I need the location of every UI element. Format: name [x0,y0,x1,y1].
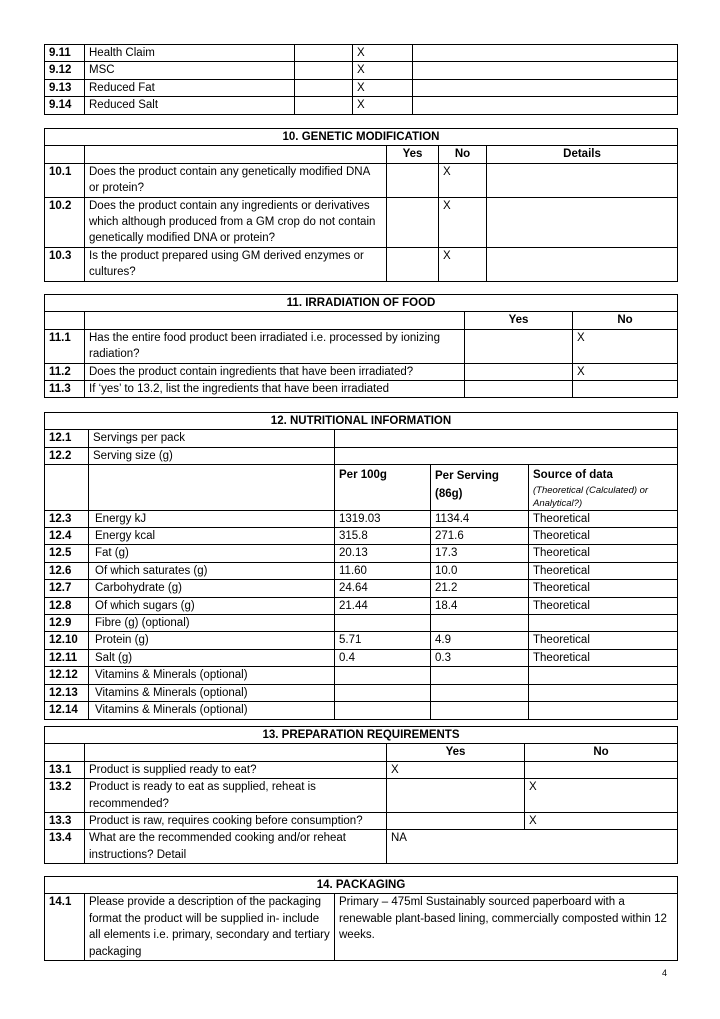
question-text: If ‘yes’ to 13.2, list the ingredients that have been irradiated [85,381,465,398]
empty-cell [413,45,678,62]
mark-cell: X [353,97,413,114]
col-per-serving: Per Serving (86g) [431,465,529,510]
page-number: 4 [662,968,668,978]
yes-cell [387,779,525,813]
row-number: 12.7 [45,580,89,597]
table-row [45,528,678,545]
row-number: 13.2 [45,779,85,813]
nutrient-label: Vitamins & Minerals (optional) [89,667,335,684]
per-serving-value: 0.3 [431,649,529,666]
question-text: Is the product prepared using GM derived enzymes or cultures? [85,247,387,281]
empty-cell [295,62,353,79]
col-per-100g: Per 100g [335,465,431,510]
per-serving-value: 21.2 [431,580,529,597]
section-11-title: 11. IRRADIATION OF FOOD [45,295,678,312]
table-row [45,545,678,562]
source-value [529,667,678,684]
nutrient-label: Energy kcal [89,528,335,545]
table-row [45,562,678,579]
nutrient-label: Protein (g) [89,632,335,649]
row-number: 10.3 [45,247,85,281]
per-serving-value: 4.9 [431,632,529,649]
table-row [45,667,678,684]
table-row [45,761,678,778]
table-row [45,62,678,79]
no-cell: X [439,197,487,247]
question-text: Does the product contain any genetically modified DNA or protein? [85,163,387,197]
row-number: 14.1 [45,894,85,961]
per-100g-value [335,702,431,719]
table-row [45,510,678,527]
table-row [45,702,678,719]
per-serving-value [431,702,529,719]
source-value: Theoretical [529,510,678,527]
empty-cell [413,97,678,114]
per-serving-value [431,684,529,701]
row-number: 12.6 [45,562,89,579]
question-text: Does the product contain ingredients that have been irradiated? [85,363,465,380]
table-row [45,813,678,830]
source-value: Theoretical [529,562,678,579]
row-label: Serving size (g) [89,447,335,464]
row-label: MSC [85,62,295,79]
row-label: Servings per pack [89,430,335,447]
per-serving-value: 10.0 [431,562,529,579]
source-heading: Source of data [533,469,613,482]
empty-cell [413,79,678,96]
table-row [45,329,678,363]
table-row [45,684,678,701]
table-row [45,447,678,464]
table-row [45,597,678,614]
nutrient-label: Of which sugars (g) [89,597,335,614]
table-row [45,830,678,864]
row-number: 12.8 [45,597,89,614]
source-value [529,702,678,719]
yes-cell: X [387,761,525,778]
nutrient-label: Of which saturates (g) [89,562,335,579]
yes-cell [387,163,439,197]
per-100g-value [335,615,431,632]
no-cell: X [525,779,678,813]
yes-cell [465,363,573,380]
nutrient-label: Energy kJ [89,510,335,527]
row-number: 13.4 [45,830,85,864]
section-13-title: 13. PREPARATION REQUIREMENTS [45,727,678,744]
nutrient-label: Fat (g) [89,545,335,562]
per-serving-value: 271.6 [431,528,529,545]
col-details: Details [487,146,678,163]
source-value: Theoretical [529,649,678,666]
empty-cell [295,79,353,96]
section-14-title: 14. PACKAGING [45,877,678,894]
nutrient-label: Fibre (g) (optional) [89,615,335,632]
yes-cell [465,329,573,363]
col-no: No [573,312,678,329]
no-cell: X [573,363,678,380]
row-label: Reduced Fat [85,79,295,96]
row-number: 12.11 [45,649,89,666]
per-100g-value: 1319.03 [335,510,431,527]
row-number: 11.1 [45,329,85,363]
table-row [45,580,678,597]
packaging-answer: Primary – 475ml Sustainably sourced paperboard with a renewable plant-based lining, commercially composted within 12 weeks. [335,894,678,961]
row-number: 12.14 [45,702,89,719]
packaging-question: Please provide a description of the packaging format the product will be supplied in- include all elements i.e. primary, secondary and tertiary packaging [85,894,335,961]
col-source-of-data [529,465,678,510]
table-row [45,649,678,666]
per-serving-value [431,615,529,632]
table-row [45,97,678,114]
row-label: Reduced Salt [85,97,295,114]
empty-cell [295,97,353,114]
row-number: 9.13 [45,79,85,96]
per-serving-value [431,667,529,684]
table-row [45,247,678,281]
no-cell: X [439,163,487,197]
question-text: Product is raw, requires cooking before consumption? [85,813,387,830]
row-number: 12.2 [45,447,89,464]
empty-cell [413,62,678,79]
source-value [529,615,678,632]
col-no: No [439,146,487,163]
per-serving-value: 18.4 [431,597,529,614]
col-no: No [525,744,678,761]
details-cell [487,163,678,197]
source-value [529,684,678,701]
answer-cell: NA [387,830,678,864]
row-number: 12.4 [45,528,89,545]
row-number: 10.1 [45,163,85,197]
row-number: 12.10 [45,632,89,649]
yes-cell [465,381,573,398]
row-number: 11.2 [45,363,85,380]
row-number: 9.14 [45,97,85,114]
section-10-title: 10. GENETIC MODIFICATION [45,129,678,146]
table-packaging [44,876,678,961]
value-cell [335,430,678,447]
table-nutritional-information [44,412,678,720]
empty-cell [89,465,335,510]
col-yes: Yes [387,146,439,163]
details-cell [487,197,678,247]
row-label: Health Claim [85,45,295,62]
no-cell: X [573,329,678,363]
no-cell [573,381,678,398]
per-100g-value [335,684,431,701]
mark-cell: X [353,62,413,79]
source-value: Theoretical [529,545,678,562]
source-value: Theoretical [529,632,678,649]
table-row [45,381,678,398]
row-number: 9.11 [45,45,85,62]
source-value: Theoretical [529,528,678,545]
table-genetic-modification [44,128,678,282]
table-section-9 [44,44,678,115]
header-row [45,465,678,510]
row-number: 12.5 [45,545,89,562]
table-irradiation [44,294,678,398]
row-number: 12.13 [45,684,89,701]
mark-cell: X [353,79,413,96]
row-number: 13.1 [45,761,85,778]
table-row [45,79,678,96]
per-100g-value: 24.64 [335,580,431,597]
empty-cell [295,45,353,62]
per-100g-value: 0.4 [335,649,431,666]
per-100g-value [335,667,431,684]
per-serving-value: 1134.4 [431,510,529,527]
no-cell: X [439,247,487,281]
table-row [45,615,678,632]
yes-cell [387,813,525,830]
col-yes: Yes [387,744,525,761]
question-text: Product is supplied ready to eat? [85,761,387,778]
question-text: What are the recommended cooking and/or reheat instructions? Detail [85,830,387,864]
nutrient-label: Vitamins & Minerals (optional) [89,684,335,701]
value-cell [335,447,678,464]
nutrient-label: Carbohydrate (g) [89,580,335,597]
yes-cell [387,197,439,247]
no-cell [525,761,678,778]
row-number: 12.12 [45,667,89,684]
per-100g-value: 11.60 [335,562,431,579]
row-number: 12.3 [45,510,89,527]
empty-cell [45,465,89,510]
no-cell: X [525,813,678,830]
per-100g-value: 5.71 [335,632,431,649]
row-number: 11.3 [45,381,85,398]
question-text: Product is ready to eat as supplied, reheat is recommended? [85,779,387,813]
table-row [45,430,678,447]
source-value: Theoretical [529,597,678,614]
table-row [45,163,678,197]
per-100g-value: 21.44 [335,597,431,614]
per-100g-value: 20.13 [335,545,431,562]
col-yes: Yes [465,312,573,329]
source-value: Theoretical [529,580,678,597]
yes-cell [387,247,439,281]
table-row [45,363,678,380]
row-number: 10.2 [45,197,85,247]
table-row [45,197,678,247]
table-preparation-requirements [44,726,678,864]
row-number: 9.12 [45,62,85,79]
section-12-title: 12. NUTRITIONAL INFORMATION [45,413,678,430]
per-100g-value: 315.8 [335,528,431,545]
nutrient-label: Salt (g) [89,649,335,666]
per-serving-value: 17.3 [431,545,529,562]
row-number: 12.9 [45,615,89,632]
mark-cell: X [353,45,413,62]
row-number: 13.3 [45,813,85,830]
nutrient-label: Vitamins & Minerals (optional) [89,702,335,719]
details-cell [487,247,678,281]
table-row [45,632,678,649]
table-row [45,45,678,62]
question-text: Does the product contain any ingredients or derivatives which although produced from a GM crop do not contain genetically modified DNA or protein? [85,197,387,247]
question-text: Has the entire food product been irradiated i.e. processed by ionizing radiation? [85,329,465,363]
table-row [45,779,678,813]
row-number: 12.1 [45,430,89,447]
source-note: (Theoretical (Calculated) or Analytical?) [533,484,649,509]
